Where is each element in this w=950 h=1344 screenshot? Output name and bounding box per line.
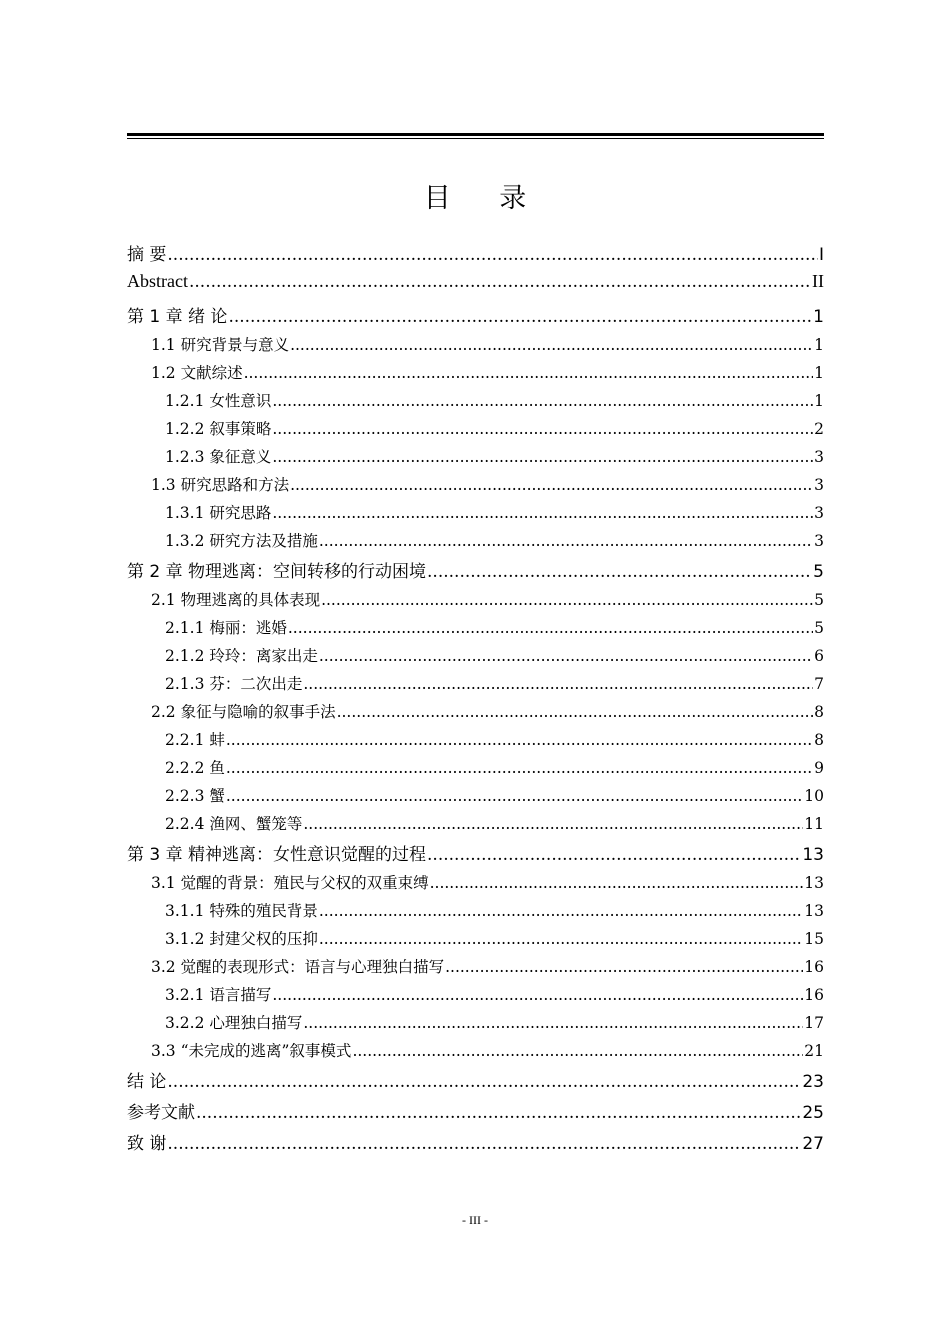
toc-entry-label: 3.3 “未完成的逃离”叙事模式 — [151, 1042, 352, 1060]
table-of-contents — [127, 240, 824, 1160]
toc-entry[interactable] — [127, 1129, 824, 1160]
toc-entry[interactable] — [127, 784, 824, 812]
toc-entry-label: 2.2.4 渔网、蟹笼等 — [165, 815, 303, 833]
toc-entry[interactable] — [127, 1039, 824, 1067]
toc-leader-dots — [319, 930, 803, 948]
toc-entry-label: 1.3.1 研究思路 — [165, 504, 272, 522]
toc-entry-page: 1 — [814, 336, 824, 354]
page-number-footer: - III - — [462, 1213, 488, 1227]
toc-leader-dots — [167, 1134, 801, 1154]
toc-entry[interactable] — [127, 983, 824, 1011]
toc-leader-dots — [244, 364, 814, 382]
toc-leader-dots — [430, 874, 804, 892]
toc-entry-label: 1.3 研究思路和方法 — [151, 476, 290, 494]
toc-entry-label: 3.2.2 心理独白描写 — [165, 1014, 303, 1032]
toc-entry[interactable] — [127, 955, 824, 983]
toc-entry-page: 5 — [814, 591, 824, 609]
toc-entry-label: 摘 要 — [127, 245, 167, 265]
toc-leader-dots — [226, 731, 813, 749]
toc-entry-label: 3.1.1 特殊的殖民背景 — [165, 902, 318, 920]
toc-entry-page: 3 — [814, 504, 824, 522]
toc-entry[interactable] — [127, 417, 824, 445]
toc-leader-dots — [189, 272, 811, 292]
toc-entry-label: 致 谢 — [127, 1134, 167, 1154]
toc-entry[interactable] — [127, 271, 824, 302]
header-rule-thick — [127, 133, 824, 136]
toc-entry[interactable] — [127, 899, 824, 927]
toc-leader-dots — [303, 815, 803, 833]
toc-entry-label: 2.1.2 玲玲：离家出走 — [165, 647, 318, 665]
toc-leader-dots — [272, 504, 813, 522]
toc-entry-page: 5 — [813, 562, 824, 582]
toc-entry-label: 2.2.1 蚌 — [165, 731, 225, 749]
toc-leader-dots — [303, 675, 813, 693]
toc-entry-page: 3 — [814, 532, 824, 550]
toc-leader-dots — [427, 845, 801, 865]
toc-entry[interactable] — [127, 240, 824, 271]
toc-entry[interactable] — [127, 812, 824, 840]
toc-entry-label: 第 3 章 精神逃离：女性意识觉醒的过程 — [127, 845, 427, 865]
toc-entry-label: 3.1.2 封建父权的压抑 — [165, 930, 318, 948]
toc-entry[interactable] — [127, 644, 824, 672]
toc-entry[interactable] — [127, 840, 824, 871]
toc-entry-page: I — [818, 245, 824, 265]
toc-leader-dots — [228, 307, 812, 327]
toc-entry[interactable] — [127, 361, 824, 389]
toc-entry-page: II — [812, 271, 824, 291]
toc-entry-page: 13 — [804, 902, 824, 920]
toc-entry[interactable] — [127, 473, 824, 501]
toc-entry[interactable] — [127, 588, 824, 616]
toc-entry-page: 25 — [802, 1103, 824, 1123]
toc-leader-dots — [352, 1042, 803, 1060]
toc-entry[interactable] — [127, 445, 824, 473]
toc-leader-dots — [303, 1014, 803, 1032]
toc-entry[interactable] — [127, 728, 824, 756]
toc-leader-dots — [445, 958, 803, 976]
toc-leader-dots — [226, 759, 813, 777]
toc-entry[interactable] — [127, 1067, 824, 1098]
toc-leader-dots — [226, 787, 803, 805]
toc-entry-page: 5 — [814, 619, 824, 637]
toc-entry-page: 16 — [804, 958, 824, 976]
toc-leader-dots — [288, 619, 813, 637]
toc-entry-label: 2.2 象征与隐喻的叙事手法 — [151, 703, 336, 721]
toc-leader-dots — [167, 1072, 801, 1092]
toc-entry-page: 27 — [802, 1134, 824, 1154]
toc-entry-label: 3.2 觉醒的表现形式：语言与心理独白描写 — [151, 958, 445, 976]
toc-entry-page: 23 — [802, 1072, 824, 1092]
toc-entry-page: 7 — [814, 675, 824, 693]
toc-entry-page: 13 — [802, 845, 824, 865]
toc-entry[interactable] — [127, 529, 824, 557]
toc-leader-dots — [272, 420, 813, 438]
toc-entry-page: 3 — [814, 476, 824, 494]
toc-entry-page: 21 — [804, 1042, 824, 1060]
header-rule-thin — [127, 138, 824, 139]
toc-entry-page: 6 — [814, 647, 824, 665]
toc-entry-label: 1.2.1 女性意识 — [165, 392, 272, 410]
toc-entry[interactable] — [127, 389, 824, 417]
toc-entry-page: 8 — [814, 703, 824, 721]
toc-entry-label: 2.1 物理逃离的具体表现 — [151, 591, 321, 609]
toc-entry-page: 15 — [804, 930, 824, 948]
toc-entry[interactable] — [127, 672, 824, 700]
toc-entry-page: 1 — [813, 307, 824, 327]
toc-entry-label: 第 2 章 物理逃离：空间转移的行动困境 — [127, 562, 427, 582]
toc-entry-page: 16 — [804, 986, 824, 1004]
toc-entry[interactable] — [127, 1011, 824, 1039]
toc-entry-label: 2.2.3 蟹 — [165, 787, 225, 805]
toc-entry-label: 2.1.1 梅丽：逃婚 — [165, 619, 287, 637]
toc-leader-dots — [272, 392, 813, 410]
toc-entry[interactable] — [127, 756, 824, 784]
toc-leader-dots — [321, 591, 813, 609]
toc-entry-page: 17 — [804, 1014, 824, 1032]
toc-leader-dots — [272, 448, 813, 466]
toc-entry-page: 13 — [804, 874, 824, 892]
toc-entry[interactable] — [127, 616, 824, 644]
toc-entry-label: 1.3.2 研究方法及措施 — [165, 532, 318, 550]
toc-leader-dots — [290, 336, 813, 354]
toc-entry[interactable] — [127, 927, 824, 955]
toc-entry-label: 3.1 觉醒的背景：殖民与父权的双重束缚 — [151, 874, 429, 892]
toc-entry[interactable] — [127, 1098, 824, 1129]
toc-entry[interactable] — [127, 557, 824, 588]
toc-entry-label: 1.2.2 叙事策略 — [165, 420, 272, 438]
toc-leader-dots — [272, 986, 803, 1004]
toc-entry-page: 3 — [814, 448, 824, 466]
toc-entry-page: 1 — [814, 364, 824, 382]
toc-entry-page: 9 — [814, 759, 824, 777]
toc-entry-page: 1 — [814, 392, 824, 410]
toc-entry-label: 1.1 研究背景与意义 — [151, 336, 290, 354]
toc-entry-label: 参考文献 — [127, 1103, 195, 1123]
toc-entry-label: 结 论 — [127, 1072, 167, 1092]
toc-leader-dots — [290, 476, 813, 494]
toc-entry[interactable] — [127, 333, 824, 361]
toc-leader-dots — [319, 902, 803, 920]
toc-entry[interactable] — [127, 501, 824, 529]
toc-entry-page: 8 — [814, 731, 824, 749]
toc-leader-dots — [319, 647, 813, 665]
toc-leader-dots — [319, 532, 813, 550]
toc-entry[interactable] — [127, 302, 824, 333]
toc-leader-dots — [167, 245, 818, 265]
page-title: 目 录 — [423, 183, 547, 214]
toc-entry-page: 11 — [804, 815, 824, 833]
toc-entry-page: 2 — [814, 420, 824, 438]
toc-entry-label: 3.2.1 语言描写 — [165, 986, 272, 1004]
toc-entry-label: 1.2 文献综述 — [151, 364, 243, 382]
toc-leader-dots — [196, 1103, 801, 1123]
toc-entry[interactable] — [127, 871, 824, 899]
toc-entry-label: 2.2.2 鱼 — [165, 759, 225, 777]
toc-entry-page: 10 — [804, 787, 824, 805]
toc-leader-dots — [427, 562, 812, 582]
toc-entry-label: 第 1 章 绪 论 — [127, 307, 228, 327]
toc-entry-label: 2.1.3 芬：二次出走 — [165, 675, 303, 693]
toc-entry-label: Abstract — [127, 271, 188, 291]
toc-entry-label: 1.2.3 象征意义 — [165, 448, 272, 466]
toc-leader-dots — [337, 703, 814, 721]
toc-entry[interactable] — [127, 700, 824, 728]
